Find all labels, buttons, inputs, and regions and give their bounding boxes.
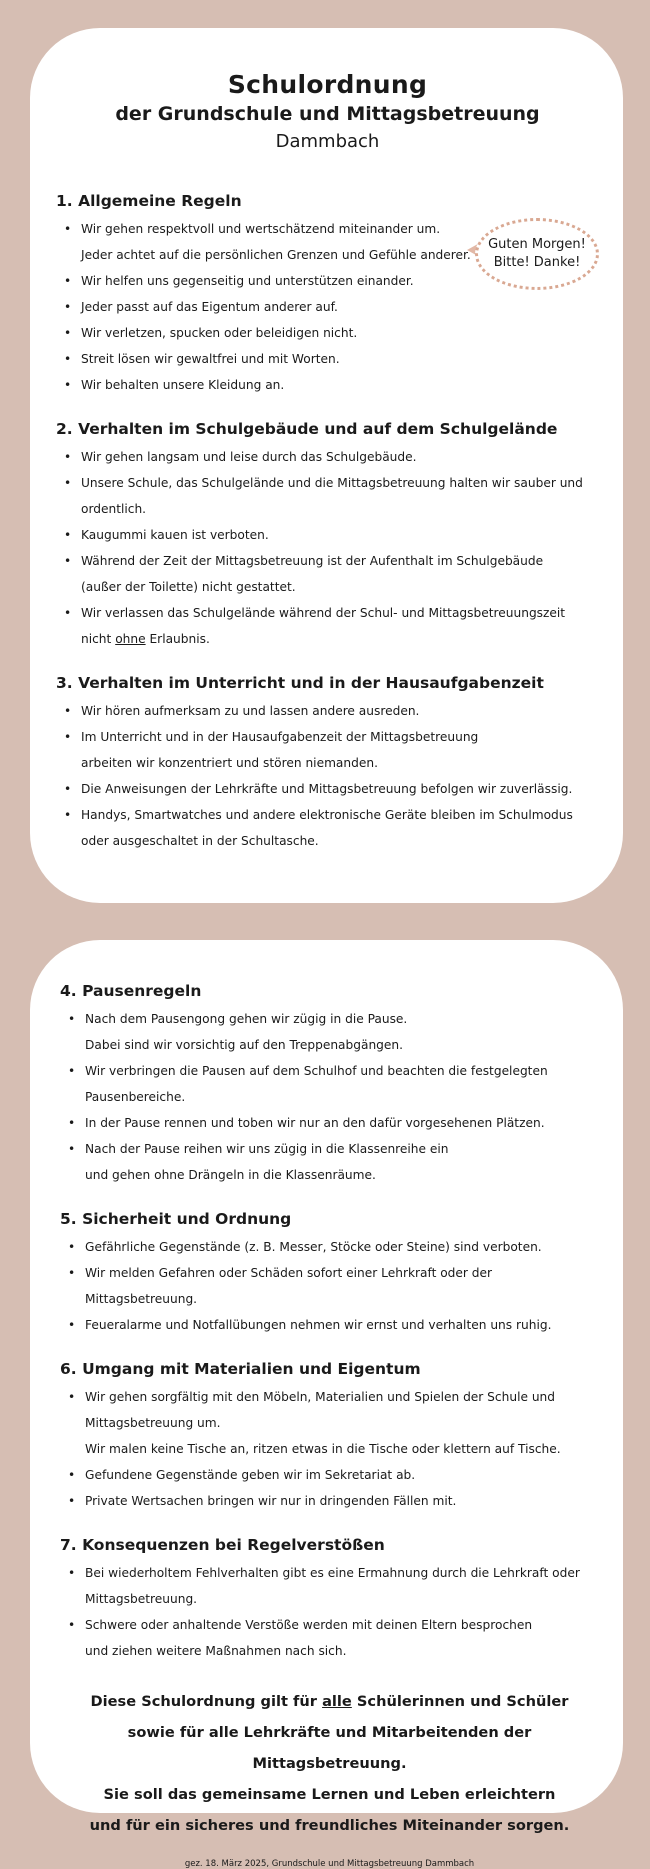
section-5 [60,1210,599,1338]
list-item: • Wir verbringen die Pausen auf dem Schulhof und beachten die festgelegten Pausenbereiche. [68,1058,599,1110]
section-title: 6. Umgang mit Materialien und Eigentum [60,1360,421,1378]
list-item: • Während der Zeit der Mittagsbetreuung ist der Aufenthalt im Schulgebäude (außer der Toilette) nicht gestattet. [64,548,599,600]
list-item: • Wir hören aufmerksam zu und lassen andere ausreden. [64,698,599,724]
card-bottom [30,940,623,1869]
list-item: • Die Anweisungen der Lehrkräfte und Mittagsbetreuung befolgen wir zuverlässig. [64,776,599,802]
section-3 [56,674,599,854]
page-location: Dammbach [275,131,380,152]
list-item: • Streit lösen wir gewaltfrei und mit Worten. [64,346,599,372]
list-item: • Nach dem Pausengong gehen wir zügig in die Pause. Dabei sind wir vorsichtig auf den Treppenabgängen. [68,1006,599,1058]
list-item: • Feueralarme und Notfallübungen nehmen wir ernst und verhalten uns ruhig. [68,1312,599,1338]
section-title: 1. Allgemeine Regeln [56,192,242,210]
list-item: • Unsere Schule, das Schulgelände und die Mittagsbetreuung halten wir sauber und ordentlich. [64,470,599,522]
section-2 [56,420,599,652]
list-item: • Wir verlassen das Schulgelände während der Schul- und Mittagsbetreuungszeit nicht ohne Erlaubnis. [64,600,599,652]
section-6 [60,1360,599,1514]
list-item: • Wir verletzen, spucken oder beleidigen nicht. [64,320,599,346]
list-item: • Wir behalten unsere Kleidung an. [64,372,599,398]
page-title: Schulordnung [227,70,428,99]
list-item: • Gefährliche Gegenstände (z. B. Messer, Stöcke oder Steine) sind verboten. [68,1234,599,1260]
section-title: 3. Verhalten im Unterricht und in der Hausaufgabenzeit [56,674,544,692]
list-item: • Handys, Smartwatches und andere elektronische Geräte bleiben im Schulmodus oder ausgeschaltet in der Schultasche. [64,802,599,854]
underlined-word: alle [322,1693,352,1710]
list-item: • Wir melden Gefahren oder Schäden sofort einer Lehrkraft oder der Mittagsbetreuung. [68,1260,599,1312]
list-item: • Jeder passt auf das Eigentum anderer auf. [64,294,599,320]
underlined-word: ohne [115,632,146,646]
list-item: • Wir gehen sorgfältig mit den Möbeln, Materialien und Spielen der Schule und Mittagsbetreuung um. Wir malen keine Tische an, ritzen etwas in die Tische oder klettern auf Tische. [68,1384,599,1462]
speech-bubble-line: Guten Morgen! [488,237,586,252]
section-title: 2. Verhalten im Schulgebäude und auf dem Schulgelände [56,420,558,438]
speech-bubble-line: Bitte! Danke! [493,255,581,270]
list-item: • Kaugummi kauen ist verboten. [64,522,599,548]
section-title: 5. Sicherheit und Ordnung [60,1210,292,1228]
list-item: • Wir helfen uns gegenseitig und unterstützen einander. [64,268,599,294]
signature: gez. 18. März 2025, Grundschule und Mittagsbetreuung Dammbach [184,1859,475,1869]
list-item: • Schwere oder anhaltende Verstöße werden mit deinen Eltern besprochen und ziehen weitere Maßnahmen nach sich. [68,1612,599,1664]
section-4 [60,982,599,1188]
list-item: • Private Wertsachen bringen wir nur in dringenden Fällen mit. [68,1488,599,1514]
section-title: 4. Pausenregeln [60,982,202,1000]
list-item: • Bei wiederholtem Fehlverhalten gibt es eine Ermahnung durch die Lehrkraft oder Mittagsbetreuung. [68,1560,599,1612]
section-7 [60,1536,599,1664]
list-item: • Wir gehen langsam und leise durch das Schulgebäude. [64,444,599,470]
list-item: • Wir gehen respektvoll und wertschätzend miteinander um. Jeder achtet auf die persönlichen Grenzen und Gefühle anderer. [64,216,599,268]
speech-bubble [475,218,599,290]
closing-statement: Diese Schulordnung gilt für alle Schülerinnen und Schüler sowie für alle Lehrkräfte und Mitarbeitenden der Mittagsbetreuung. Sie soll das gemeinsame Lernen und Leben erleichtern und für ein sicheres und freundliches Miteinander sorgen. [89,1693,570,1834]
page-subtitle: der Grundschule und Mittagsbetreuung [115,103,540,125]
list-item: • In der Pause rennen und toben wir nur an den dafür vorgesehenen Plätzen. [68,1110,599,1136]
list-item: • Gefundene Gegenstände geben wir im Sekretariat ab. [68,1462,599,1488]
section-title: 7. Konsequenzen bei Regelverstößen [60,1536,385,1554]
list-item: • Im Unterricht und in der Hausaufgabenzeit der Mittagsbetreuung arbeiten wir konzentriert und stören niemanden. [64,724,599,776]
card-top [30,28,623,903]
list-item: • Nach der Pause reihen wir uns zügig in die Klassenreihe ein und gehen ohne Drängeln in die Klassenräume. [68,1136,599,1188]
